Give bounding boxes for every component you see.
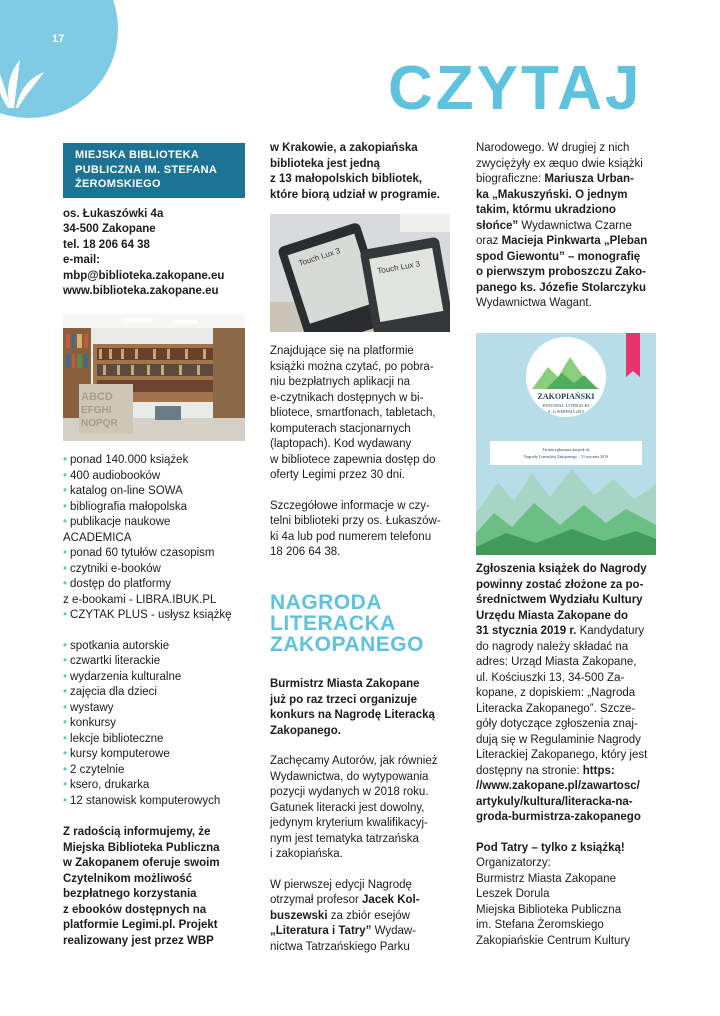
list-item-text: CZYTAK PLUS - usłysz książkę	[70, 609, 232, 621]
list-item-text: katalog on-line SOWA	[70, 485, 183, 497]
url-line[interactable]: //www.zakopane.pl/zawartosc/	[476, 780, 640, 792]
bullet-icon: •	[63, 500, 68, 513]
website-link[interactable]: www.biblioteka.zakopane.eu	[63, 285, 219, 297]
list-item	[63, 778, 245, 794]
section-title-line: ZAKOPANEGO	[270, 633, 424, 656]
list-item	[63, 716, 245, 732]
poster-subtitle: FESTIWAL LITERACKI	[542, 403, 590, 408]
list-item	[63, 685, 245, 701]
column-two-award	[270, 677, 456, 955]
text-run: oraz	[476, 235, 502, 247]
platform-paragraph	[270, 344, 456, 484]
text-line: Wydawnictwa, do wytypowania	[270, 770, 429, 783]
text-line: konkurs na Nagrodę Literacką	[270, 709, 435, 721]
activities-list	[63, 639, 245, 810]
bullet-icon: •	[63, 779, 68, 791]
text-line: Wydawnictwa Wagant.	[476, 297, 592, 309]
text-line: Znajdujące się na platformie	[270, 345, 414, 357]
text-line: Zakopanego.	[270, 724, 341, 737]
list-item	[63, 562, 245, 578]
invitation-paragraph	[270, 754, 456, 863]
bullet-icon: •	[63, 469, 68, 482]
email-link[interactable]: mbp@biblioteka.zakopane.eu	[63, 269, 225, 282]
text-line: Zgłoszenia książek do Nagrody	[476, 563, 647, 575]
list-item-text: kursy komputerowe	[70, 748, 170, 760]
text-line	[476, 172, 660, 188]
text-line: Literackiej Zakopanego, który jest	[476, 749, 648, 761]
award-intro	[270, 677, 456, 739]
library-heading-line: ŻEROMSKIEGO	[75, 178, 161, 190]
text-line: e-czytnikach dostępnych w bi-	[270, 391, 424, 404]
list-item	[63, 654, 245, 670]
list-item	[63, 484, 245, 500]
text-line: nym jest tematyka tatrzańska	[270, 832, 419, 845]
url-start[interactable]: https:	[582, 764, 615, 777]
text-line: (laptopach). Kod wydawany	[270, 438, 412, 450]
text-line: średnictwem Wydziału Kultury	[476, 594, 643, 606]
text-line: pozycji wydanych w 2018 roku.	[270, 786, 429, 798]
list-item	[63, 593, 245, 609]
organizer: Zakopiańskie Centrum Kultury	[476, 934, 631, 947]
bullet-icon: •	[63, 670, 68, 683]
text-line: oferty Legimi przez 30 dni.	[270, 469, 405, 481]
announcement-line: Miejska Biblioteka Publiczna	[63, 841, 220, 854]
phone-line: tel. 18 206 64 38	[63, 238, 150, 251]
section-title	[270, 592, 424, 655]
list-item	[63, 531, 245, 547]
poster-box-line: Nagrody Literackiej Zakopanego – 31 stycznia 2019	[523, 454, 609, 459]
text-line: góły dotyczące zgłoszenia znaj-	[476, 718, 638, 730]
bullet-icon: •	[63, 516, 68, 528]
text-line: telni biblioteki przy os. Łukaszów-	[270, 515, 441, 527]
email-label: e-mail:	[63, 254, 101, 266]
text-line: Literacka Zakopanego”. Szcze-	[476, 702, 636, 715]
list-item-text: 400 audiobooków	[70, 469, 161, 482]
first-edition-paragraph	[270, 878, 456, 956]
desk-letters: ABCD	[81, 391, 113, 403]
text-line: kopane, z dopiskiem: „Nagroda	[476, 687, 636, 699]
slogan: Pod Tatry – tylko z książką!	[476, 841, 625, 854]
poster-box-line: Termin zgłaszania książek do	[542, 447, 590, 452]
resources-list-block	[63, 453, 245, 949]
svg-text:NOPQR: NOPQR	[81, 418, 118, 429]
bullet-icon: •	[63, 732, 68, 745]
list-item	[63, 747, 245, 763]
address-line: os. Łukaszówki 4a	[63, 207, 164, 220]
bullet-icon: •	[63, 686, 68, 698]
column-two-body	[270, 344, 456, 561]
list-item	[63, 515, 245, 531]
announcement-line: realizowany jest przez WBP	[63, 934, 214, 947]
list-item	[63, 453, 245, 469]
bullet-icon: •	[63, 639, 68, 652]
bullet-icon: •	[63, 748, 68, 760]
announcement-line: z ebooków dostępnych na	[63, 903, 207, 916]
bullet-icon: •	[63, 547, 68, 559]
bullet-icon: •	[63, 717, 68, 729]
text-line: i zakopiańska.	[270, 848, 343, 860]
page-number: 17	[52, 33, 65, 45]
leaf-logo-icon	[0, 30, 52, 110]
list-item-text: ponad 140.000 książek	[70, 454, 189, 466]
list-item-text: ponad 60 tytułów czasopism	[70, 547, 215, 559]
bullet-icon: •	[63, 763, 68, 776]
organizer: Burmistrz Miasta Zakopane	[476, 872, 616, 885]
text-run: słońce”	[476, 219, 519, 232]
text-line: Urzędu Miasta Zakopane do	[476, 609, 629, 622]
festival-poster	[476, 333, 656, 555]
author-name: Jacek Kol-	[362, 894, 420, 906]
legimi-announcement	[63, 825, 245, 949]
list-item-text: spotkania autorskie	[70, 639, 170, 652]
list-item-text: 12 stanowisk komputerowych	[70, 794, 221, 807]
text-run: dostępny na stronie:	[476, 764, 583, 777]
text-run: biograficzne:	[476, 173, 545, 185]
library-heading-line: PUBLICZNA IM. STEFANA	[75, 163, 218, 176]
list-item	[63, 701, 245, 717]
text-line: które biorą udział w programie.	[270, 188, 440, 201]
section-title-line: NAGRODA	[270, 591, 382, 614]
text-line: ki 4a lub pod numerem telefonu	[270, 530, 432, 543]
list-item-text: ACADEMICA	[63, 531, 132, 544]
submission-bold	[476, 562, 660, 624]
text-line: z 13 małopolskich bibliotek,	[270, 173, 423, 185]
list-item	[63, 732, 245, 748]
bullet-icon: •	[63, 655, 68, 667]
text-line: ul. Kościuszki 13, 34-500 Za-	[476, 671, 625, 684]
list-item-text: 2 czytelnie	[70, 763, 125, 776]
text-line: dują się w Regulaminie Nagrody	[476, 733, 641, 746]
organizer: Miejska Biblioteka Publiczna	[476, 903, 622, 916]
details-paragraph	[270, 499, 456, 561]
text-line: zwyciężyły ex æquo dwie książki	[476, 157, 643, 170]
list-item	[63, 670, 245, 686]
text-line	[476, 219, 660, 235]
announcement-line: Czytelnikom możliwość	[63, 872, 193, 885]
list-item	[63, 577, 245, 593]
text-line: adres: Urząd Miasta Zakopane,	[476, 656, 637, 668]
list-item-text: wystawy	[70, 701, 114, 714]
text-line: panego ks. Józefie Stolarczyku	[476, 281, 647, 294]
poster-ribbon	[626, 333, 640, 377]
poster-dates: 9–11 SIERPNIA 2019	[548, 409, 584, 414]
list-item-text: z e-bookami - LIBRA.IBUK.PL	[63, 593, 217, 606]
column-two-top	[270, 141, 456, 203]
list-item-text: konkursy	[70, 717, 117, 729]
text-line: W pierwszej edycji Nagrodę	[270, 878, 412, 891]
text-line: Burmistrz Miasta Zakopane	[270, 678, 420, 690]
list-item-text: lekcje biblioteczne	[70, 732, 164, 745]
text-line: biblioteka jest jedną	[270, 157, 380, 170]
bullet-icon: •	[63, 562, 68, 575]
list-item-text: zajęcia dla dzieci	[70, 686, 157, 698]
text-line: Narodowego. W drugiej z nich	[476, 142, 630, 154]
text-line: Zachęcamy Autorów, jak również	[270, 755, 438, 767]
list-item-text: ksero, drukarka	[70, 779, 150, 791]
column-three-top	[476, 141, 660, 312]
text-line: nictwa Tatrzańskiego Parku	[270, 940, 410, 953]
announcement-line: bezpłatnego korzystania	[63, 888, 197, 900]
text-line: książki można czytać, po pobra-	[270, 360, 434, 373]
url-line[interactable]: artykuly/kultura/literacka-na-	[476, 795, 633, 808]
text-line	[270, 909, 456, 925]
bullet-icon: •	[63, 485, 68, 497]
page-title: CZYTAJ	[388, 54, 643, 123]
list-item-text: czwartki literackie	[70, 655, 161, 667]
list-item-text: wydarzenia kulturalne	[70, 670, 182, 683]
organizer: Leszek Dorula	[476, 888, 550, 900]
text-line: Szczegółowe informacje w czy-	[270, 499, 430, 512]
bullet-icon: •	[63, 578, 68, 590]
reader-label-1: Touch Lux 3	[297, 246, 342, 269]
text-line	[270, 893, 456, 909]
list-item	[63, 608, 245, 624]
text-line: 18 206 64 38.	[270, 546, 341, 558]
poster-title: ZAKOPIAŃSKI	[537, 392, 595, 401]
organizer: im. Stefana Żeromskiego	[476, 919, 604, 931]
legimi-continuation	[270, 141, 456, 203]
announcement-line: w Zakopanem oferuje swoim	[63, 857, 220, 869]
text-run: Wydawnictwa Czarne	[518, 219, 632, 232]
regulations-url[interactable]	[476, 779, 660, 826]
text-line: niu bezpłatnych aplikacji na	[270, 376, 411, 388]
author-name: buszewski	[270, 909, 328, 922]
text-line: Gatunek literacki jest dowolny,	[270, 801, 425, 814]
list-item	[63, 469, 245, 485]
bullet-icon: •	[63, 701, 68, 714]
text-line: jedynym kryterium kwalifikacyj-	[270, 817, 428, 829]
text-line	[476, 624, 660, 640]
url-line[interactable]: groda-burmistrza-zakopanego	[476, 811, 641, 823]
poster-info-box	[490, 441, 642, 465]
bullet-icon: •	[63, 794, 68, 807]
text-line	[476, 764, 660, 780]
text-line: w Krakowie, a zakopiańska	[270, 142, 418, 154]
list-item	[63, 500, 245, 516]
section-title-line: LITERACKA	[270, 612, 396, 635]
text-line: powinny zostać złożone za po-	[476, 578, 644, 591]
text-line: do nagrody należy składać na	[476, 640, 629, 653]
bullet-icon: •	[63, 454, 68, 466]
text-run: Macieja Pinkwarta „Pleban	[501, 235, 648, 247]
text-line: spod Giewontu” – monografię	[476, 250, 641, 263]
announcement-line: Z radością informujemy, że	[63, 826, 211, 838]
announcement-line: platformie Legimi.pl. Projekt	[63, 919, 218, 931]
library-address	[63, 207, 245, 300]
list-item-text: bibliografia małopolska	[70, 500, 188, 513]
list-item-text: dostęp do platformy	[70, 578, 172, 590]
reader-label-2: Touch Lux 3	[376, 259, 421, 276]
library-heading-line: MIEJSKA BIBLIOTEKA	[75, 149, 200, 161]
svg-text:EFGHI: EFGHI	[81, 405, 112, 416]
list-item	[63, 639, 245, 655]
text-line: bliotece, smartfonach, tabletach,	[270, 407, 436, 419]
list-item	[63, 763, 245, 779]
library-column	[63, 143, 245, 300]
text-line: ka „Makuszyński. O jednym	[476, 188, 628, 201]
library-interior-photo	[63, 314, 245, 441]
text-line: komputerach stacjonarnych	[270, 422, 411, 435]
ereaders-photo	[270, 214, 450, 332]
organizers	[476, 856, 660, 949]
list-item	[63, 794, 245, 810]
text-line: takim, którmu ukradziono	[476, 204, 616, 216]
book-title: „Literatura i Tatry”	[270, 925, 372, 937]
list-item	[63, 546, 245, 562]
resources-list	[63, 453, 245, 624]
column-three-submission	[476, 562, 660, 949]
text-line	[476, 234, 660, 250]
text-run: Kandydatury	[576, 625, 645, 637]
text-line: już po raz trzeci organizuje	[270, 693, 417, 706]
organizers-label: Organizatorzy:	[476, 857, 551, 869]
text-line: w bibliotece zapewnia dostęp do	[270, 453, 436, 466]
text-run: Wydaw-	[371, 925, 417, 937]
text-run: Mariusza Urban-	[544, 173, 634, 185]
text-run: za zbiór esejów	[327, 909, 410, 922]
library-heading-box	[63, 143, 245, 198]
bullet-icon: •	[63, 609, 68, 621]
list-item-text: publikacje naukowe	[70, 516, 171, 528]
deadline: 31 stycznia 2019 r.	[476, 625, 577, 637]
list-item-text: czytniki e-booków	[70, 562, 161, 575]
text-line	[270, 924, 456, 940]
address-line: 34-500 Zakopane	[63, 223, 156, 235]
text-line: o pierwszym proboszczu Zako-	[476, 266, 646, 278]
text-run: otrzymał profesor	[270, 894, 363, 906]
